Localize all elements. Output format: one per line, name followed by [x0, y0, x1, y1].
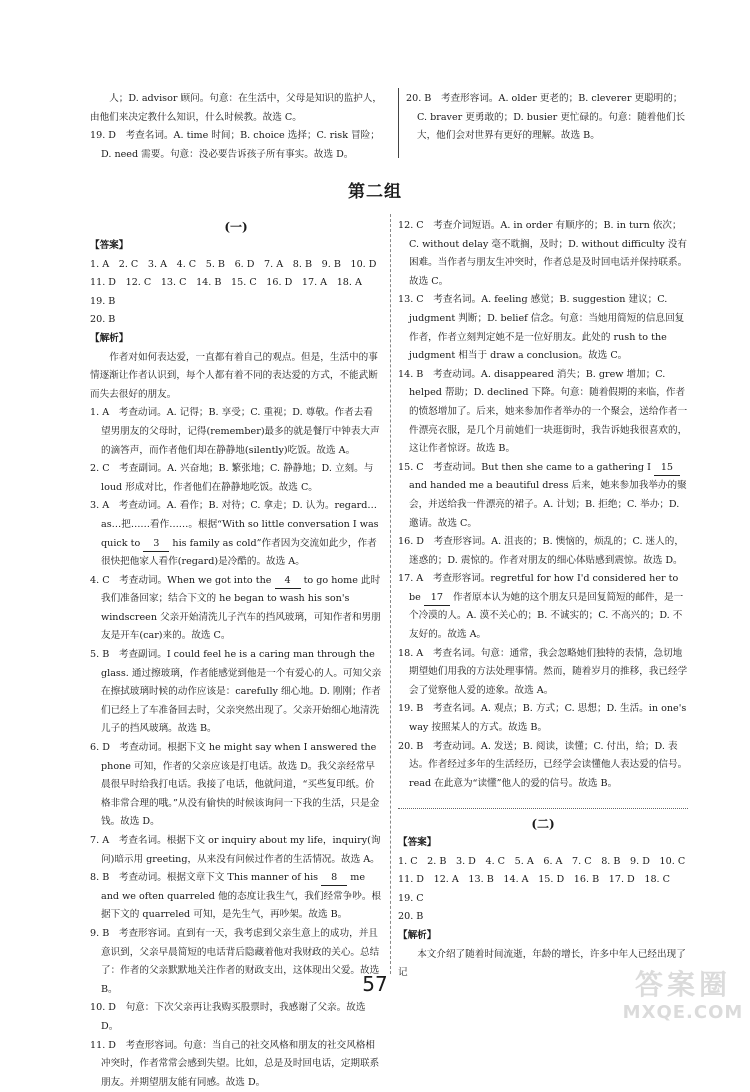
watermark-logo [618, 968, 748, 1026]
analysis-item-15 [398, 459, 688, 533]
top-left-text: 人；D. advisor 顾问。句意：在生活中，父母是知识的监护人，由他们来决定教什么知识，什么时候教。故选 C。 [90, 93, 382, 123]
item-4-text-b: to go home 此时我们准备回家；结合下文的 he began to wash his son's windscreen 父亲开始清洗儿子汽车的挡风玻璃，可知作者和男朋友是开车(car)来的。故选 C。 [101, 574, 381, 642]
part1-title: (一) [224, 220, 248, 234]
blank-4: 4 [275, 574, 301, 589]
analysis-item-9: 9. B 考查形容词。直到有一天，我考虑到父亲生意上的成功，并且意识到，父亲早晨简短的电话背后隐藏着他对我财政的关心。总结了：作者的父亲默默地关注作者的财政支出，这体现出父爱。故选 B。 [90, 927, 380, 995]
part2-analysis-label: 【解析】 [398, 929, 437, 941]
item-3-text-a: 3. A 考查动词。A. 看作；B. 对待；C. 拿走；D. 认为。regard…as…把……看作……。根据“With so little conversation I was quick to [90, 500, 379, 549]
analysis-item-16: 16. D 考查形容词。A. 沮丧的；B. 懊恼的，烦乱的；C. 迷人的，迷惑的；D. 震惊的。作者对朋友的细心体贴感到震惊。故选 D。 [398, 536, 684, 566]
dotted-separator [398, 808, 688, 809]
analysis-item-19: 19. B 考查名词。A. 观点；B. 方式；C. 思想；D. 生活。in one's way 按照某人的方式。故选 B。 [398, 703, 687, 734]
part2-intro: 本文介绍了随着时间流逝，年龄的增长，许多中年人已经出现了记 [398, 948, 686, 979]
analysis-item-3 [90, 497, 382, 571]
analysis-item-12: 12. C 考查介词短语。A. in order 有顺序的；B. in turn 依次；C. without delay 毫不耽搁，及时；D. without difficulty 没有困难。当作者与朋友生冲突时，作者总是及时回电话并保持联系。故选 C。 [398, 220, 688, 287]
answer-line-1: 1. A 2. C 3. A 4. C 5. B 6. D 7. A 8. B 9. B 10. D [90, 258, 377, 270]
analysis-item-13: 13. C 考查名词。A. feeling 感觉；B. suggestion 建议；C. judgment 判断；D. belief 信念。句意：当她用简短的信息回复作者，作者立刻判定她不是一位好朋友。此处的 rush to the judgment 相当于 draw a conclusion。故选 C。 [398, 294, 685, 362]
item-15-text-b: and handed me a beautiful dress 后来，她来参加我举办的聚会，并送给我一件漂亮的裙子。A. 计划；B. 拒绝；C. 举办；D. 邀请。故选 C。 [409, 480, 687, 529]
part2-answer-line-1: 1. C 2. B 3. D 4. C 5. A 6. A 7. C 8. B 9. D 10. C [398, 855, 686, 867]
analysis-label: 【解析】 [90, 332, 129, 344]
page-number: 57 [362, 972, 388, 996]
left-column [90, 217, 382, 1092]
part2-block [398, 814, 688, 983]
blank-17: 17 [424, 591, 450, 606]
analysis-item-1: 1. A 考查动词。A. 记得；B. 享受；C. 重视；D. 尊敬。作者去看望男朋友的父母时，记得(remember)最多的就是餐厅中钟表大声的滴答声，而作者他们却在静静地(silently)吃饭。故选 A。 [90, 407, 380, 456]
column-divider [390, 214, 391, 974]
answer-line-3: 20. B [90, 314, 116, 326]
blank-8: 8 [321, 871, 347, 886]
item-3-text-b: his family as cold”作者因为交流如此少，作者很快把他家人看作(regard)是冷酷的。故选 A。 [101, 537, 377, 568]
answer-label: 【答案】 [90, 240, 129, 251]
item-8-text-b: me and we often quarreled 他的态度让我生气，我们经常争吵。根据下文的 quarreled 可知，是先生气，再吵架。故选 B。 [101, 872, 382, 921]
item-17-text-a: 17. A 考查形容词。regretful for how I'd considered her to be [398, 573, 679, 603]
column-divider-top [398, 88, 399, 158]
analysis-intro: 作者对如何表达爱，一直都有着自己的观点。但是，生活中的事情逐渐让作者认识到，每个人都有着不同的表达爱的方式，不能武断而失去很好的朋友。 [90, 351, 378, 400]
analysis-item-8 [90, 869, 382, 925]
top-left-column [90, 90, 390, 164]
analysis-item-10: 10. D 句意：下次父亲再让我购买股票时，我感谢了父亲。故选 D。 [90, 1002, 366, 1032]
top-right-q20: 20. B 考查形容词。A. older 更老的；B. cleverer 更聪明的；C. braver 更勇敢的；D. busier 更忙碌的。句意：随着他们长大，他们会对世界有更好的理解。故选 B。 [406, 93, 686, 142]
top-left-q19: 19. D 考查名词。A. time 时间；B. choice 选择；C. risk 冒险；D. need 需要。句意：没必要告诉孩子所有事实。故选 D。 [90, 130, 380, 160]
watermark-logo-text: 答案圈 [634, 968, 731, 1001]
analysis-item-11: 11. D 考查形容词。句意：当自己的社交风格和朋友的社交风格相冲突时，作者常常会感到失望。比如，总是及时回电话，定期联系朋友。并期望朋友能有同感。故选 D。 [90, 1039, 380, 1088]
analysis-item-17 [398, 570, 688, 644]
item-4-text-a: 4. C 考查动词。When we got into the [90, 574, 272, 586]
analysis-item-5: 5. B 考查副词。I could feel he is a caring man through the glass. 通过擦玻璃，作者能感觉到他是一个有爱心的人。可知父亲在擦拭玻璃时候的动作应该是：carefully 细心地。D. 刚刚；作者们已经上了车准备回去时，父亲突然出现了。父亲开始细心地清洗儿子的挡风玻璃。故选 B。 [90, 649, 382, 735]
analysis-item-6: 6. D 考查动词。根据下文 he might say when I answered the phone 可知，作者的父亲应该是打电话。故选 D。我父亲经常早晨很早时给我打电话。我接了电话，他就问道，“买些复印纸。价格非常合理的哦。”从没有偷快的时候该询问一下我的生活，只是金钱。故选 D。 [90, 742, 380, 828]
blank-3: 3 [143, 537, 169, 552]
analysis-item-4 [90, 572, 382, 646]
analysis-item-18: 18. A 考查名词。句意：通常，我会忽略她们独特的表情，急切地期望她们用我的方法处理事情。然而，随着岁月的推移，我已经学会了觉察他人爱的迹象。故选 A。 [398, 647, 688, 696]
blank-15: 15 [654, 461, 680, 476]
right-column [398, 217, 688, 793]
analysis-item-20: 20. B 考查动词。A. 发送；B. 阅读，读懂；C. 付出，给；D. 表达。作者经过多年的生活经历，已经学会读懂他人表达爱的信号。read 在此意为“读懂”他人的爱的信号。故选 B。 [398, 740, 688, 789]
watermark-url: MXQE.COM [622, 1002, 744, 1023]
part2-answer-label: 【答案】 [398, 837, 437, 848]
analysis-item-14: 14. B 考查动词。A. disappeared 消失；B. grew 增加；C. helped 帮助；D. declined 下降。句意：随着假期的来临，作者的愤怒增加了。后来，她来参加作者举办的一个聚会，送给作者一件漂亮衣服，是几个月前她们一块逛街时，我告诉她我很喜欢的，这让作者惊讶。故选 B。 [398, 368, 688, 455]
part2-answer-line-3: 20. B [398, 911, 424, 923]
item-8-text-a: 8. B 考查动词。根据文章下文 This manner of his [90, 872, 319, 884]
analysis-item-2: 2. C 考查副词。A. 兴奋地；B. 繁张地；C. 静静地；D. 立刻。与 loud 形成对比，作者他们在静静地吃饭。故选 C。 [90, 463, 374, 493]
item-15-text-a: 15. C 考查动词。But then she came to a gathering I [398, 461, 651, 473]
item-17-text-b: 作者原本认为她的这个朋友只是回复简短的邮件，是一个冷漠的人。A. 漠不关心的；B. 不诚实的；C. 不高兴的；D. 不友好的。故选 A。 [409, 591, 684, 641]
part2-answer-line-2: 11. D 12. A 13. B 14. A 15. D 16. B 17. D 18. C 19. C [398, 874, 680, 904]
analysis-item-7: 7. A 考查名词。根据下文 or inquiry about my life，inquiry(询问)暗示用 greeting，从来没有问候过作者的生活情况。故选 A。 [90, 835, 381, 865]
top-right-column [406, 90, 691, 146]
answer-line-2: 11. D 12. C 13. C 14. B 15. C 16. D 17. A 18. A 19. B [90, 277, 372, 307]
section-title: 第二组 [348, 182, 402, 202]
part2-title: (二) [531, 817, 555, 831]
